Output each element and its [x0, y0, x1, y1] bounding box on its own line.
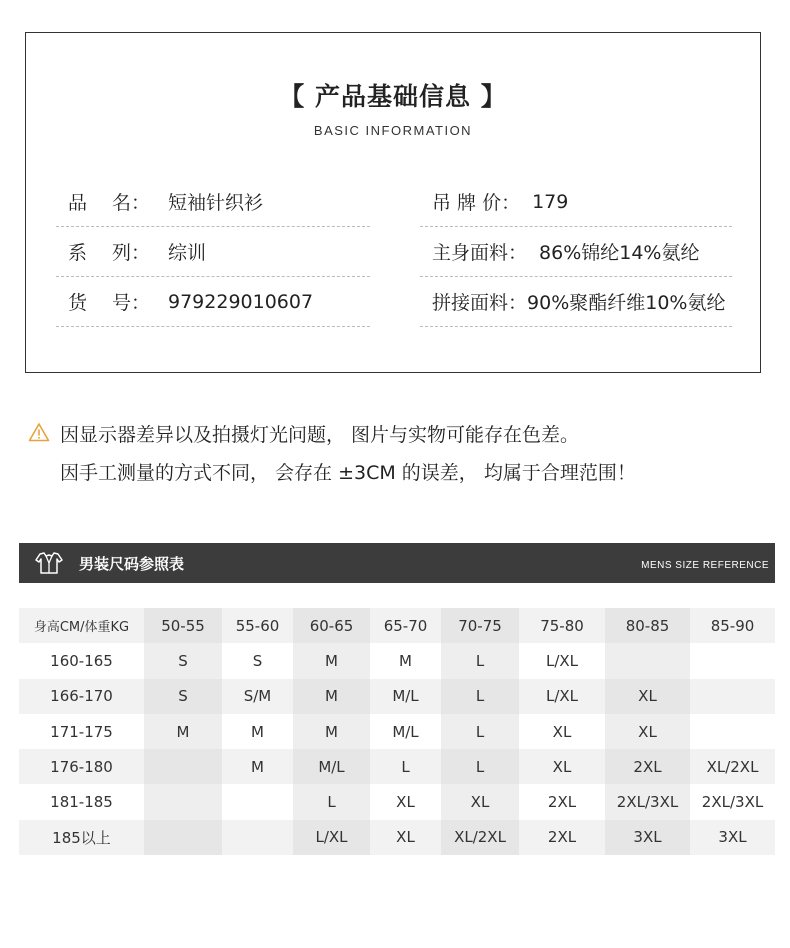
height-cell: 181-185 [19, 784, 144, 819]
size-cell [690, 714, 775, 749]
size-cell: L/XL [293, 820, 370, 855]
spec-row-splice-fabric [420, 277, 732, 327]
height-cell: 185以上 [19, 820, 144, 855]
spec-row-name [56, 177, 370, 227]
height-cell: 166-170 [19, 679, 144, 714]
size-chart-title: 男装尺码参照表 [79, 555, 185, 573]
size-cell: M [144, 714, 222, 749]
corner-label: 身高CM/体重KG [19, 608, 144, 643]
notice-text-2: 因手工测量的方式不同， 会存在 ±3CM 的误差， 均属于合理范围！ [60, 462, 636, 484]
size-cell: L [441, 643, 519, 678]
table-row [19, 679, 775, 714]
spec-value: 综训 [168, 242, 207, 264]
size-cell: XL [605, 714, 690, 749]
size-cell: 3XL [690, 820, 775, 855]
size-cell: M [293, 643, 370, 678]
warning-triangle-icon [28, 421, 60, 451]
size-cell: XL/2XL [690, 749, 775, 784]
size-cell [144, 820, 222, 855]
notice-line-1 [28, 420, 636, 458]
weight-column-header: 70-75 [441, 608, 519, 643]
size-cell: L/XL [519, 643, 605, 678]
table-row [19, 820, 775, 855]
size-cell [690, 679, 775, 714]
weight-column-header: 80-85 [605, 608, 690, 643]
size-cell: S/M [222, 679, 293, 714]
table-row [19, 714, 775, 749]
size-cell: 3XL [605, 820, 690, 855]
size-cell: XL [605, 679, 690, 714]
size-cell: XL [370, 820, 441, 855]
size-cell [144, 784, 222, 819]
spec-label: 系 列： [68, 242, 151, 264]
size-cell: L [293, 784, 370, 819]
spec-label: 货 号： [68, 292, 151, 314]
size-cell: M [370, 643, 441, 678]
spec-row-sku [56, 277, 370, 327]
spec-label: 吊 牌 价： [432, 192, 521, 214]
size-cell: M/L [293, 749, 370, 784]
height-cell: 171-175 [19, 714, 144, 749]
size-cell: S [144, 643, 222, 678]
notice [28, 420, 636, 496]
size-cell: 2XL [519, 784, 605, 819]
size-cell: M [222, 749, 293, 784]
weight-column-header: 50-55 [144, 608, 222, 643]
info-title: 【 产品基础信息 】 [279, 82, 507, 111]
spec-value: 86%锦纶14%氨纶 [539, 242, 700, 264]
height-cell: 176-180 [19, 749, 144, 784]
size-cell: M [222, 714, 293, 749]
spec-label: 拼接面料： [432, 292, 528, 314]
info-subtitle: BASIC INFORMATION [313, 123, 473, 138]
size-cell [605, 643, 690, 678]
shirt-logo-icon [35, 551, 63, 579]
product-info-box [25, 32, 761, 373]
size-cell: L [441, 749, 519, 784]
weight-column-header: 60-65 [293, 608, 370, 643]
size-cell: L [370, 749, 441, 784]
size-cell: M [293, 714, 370, 749]
weight-column-header: 75-80 [519, 608, 605, 643]
table-row [19, 784, 775, 819]
spec-value: 90%聚酯纤维10%氨纶 [527, 292, 726, 314]
notice-text-1: 因显示器差异以及拍摄灯光问题， 图片与实物可能存在色差。 [60, 424, 580, 446]
spec-label: 主身面料： [432, 242, 528, 264]
size-cell: 2XL [605, 749, 690, 784]
size-cell [222, 820, 293, 855]
size-cell: S [144, 679, 222, 714]
size-cell: 2XL/3XL [605, 784, 690, 819]
spec-row-main-fabric [420, 227, 732, 277]
spec-value: 短袖针织衫 [168, 192, 264, 214]
size-chart-header [19, 543, 775, 583]
size-cell: XL [519, 749, 605, 784]
size-cell: M/L [370, 714, 441, 749]
size-cell: XL [519, 714, 605, 749]
table-header-row [19, 608, 775, 643]
spec-value: 179 [532, 190, 569, 213]
notice-line-2 [28, 458, 636, 496]
table-row [19, 749, 775, 784]
size-cell: M [293, 679, 370, 714]
size-cell: L [441, 714, 519, 749]
weight-column-header: 55-60 [222, 608, 293, 643]
size-chart-reference: MENS SIZE REFERENCE [641, 560, 769, 571]
size-cell: M/L [370, 679, 441, 714]
size-cell [144, 749, 222, 784]
weight-column-header: 65-70 [370, 608, 441, 643]
size-cell: L/XL [519, 679, 605, 714]
size-cell [690, 643, 775, 678]
height-cell: 160-165 [19, 643, 144, 678]
size-cell: 2XL [519, 820, 605, 855]
size-table [19, 608, 775, 855]
size-cell: XL [441, 784, 519, 819]
size-cell: L [441, 679, 519, 714]
weight-column-header: 85-90 [690, 608, 775, 643]
spec-row-series [56, 227, 370, 277]
spec-row-price [420, 177, 732, 227]
size-cell: 2XL/3XL [690, 784, 775, 819]
size-cell: S [222, 643, 293, 678]
size-cell: XL/2XL [441, 820, 519, 855]
size-cell [222, 784, 293, 819]
spec-label: 品 名： [68, 192, 151, 214]
size-cell: XL [370, 784, 441, 819]
spec-value: 979229010607 [168, 290, 314, 313]
table-row [19, 643, 775, 678]
